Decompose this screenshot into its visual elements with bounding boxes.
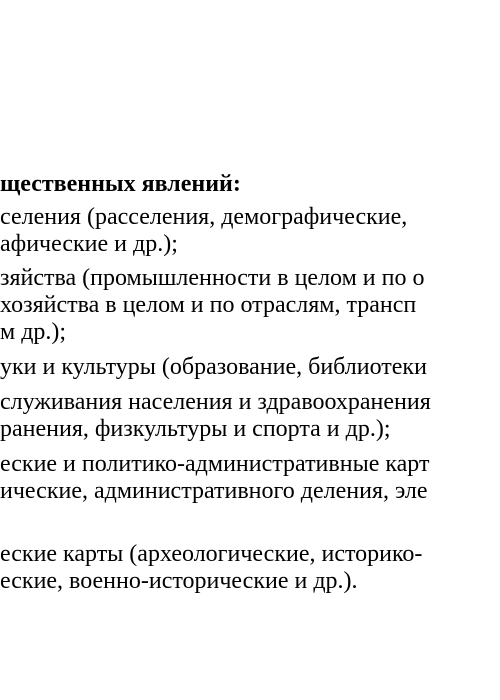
text-line-services-2: ранения, физкультуры и спорта и др.);	[0, 416, 391, 442]
text-line-population-2: афические и др.);	[0, 231, 178, 257]
text-line-economy-1: зяйства (промышленности в целом и по о	[0, 265, 425, 291]
text-line-services-1: служивания населения и здравоохранения	[0, 389, 431, 415]
text-line-population-1: селения (расселения, демографические,	[0, 204, 408, 230]
text-line-historical-1: еские карты (археологические, историко-	[0, 541, 423, 567]
text-line-economy-2: хозяйства в целом и по отраслям, трансп	[0, 292, 417, 318]
section-heading: щественных явлений:	[0, 171, 241, 197]
text-line-economy-3: м др.);	[0, 319, 67, 345]
text-line-political-1: еские и политико-административные карт	[0, 451, 430, 477]
text-line-historical-2: еские, военно-исторические и др.).	[0, 568, 358, 594]
text-line-political-2: ические, административного деления, эле	[0, 478, 428, 504]
text-line-science-culture: уки и культуры (образование, библиотеки	[0, 354, 427, 380]
